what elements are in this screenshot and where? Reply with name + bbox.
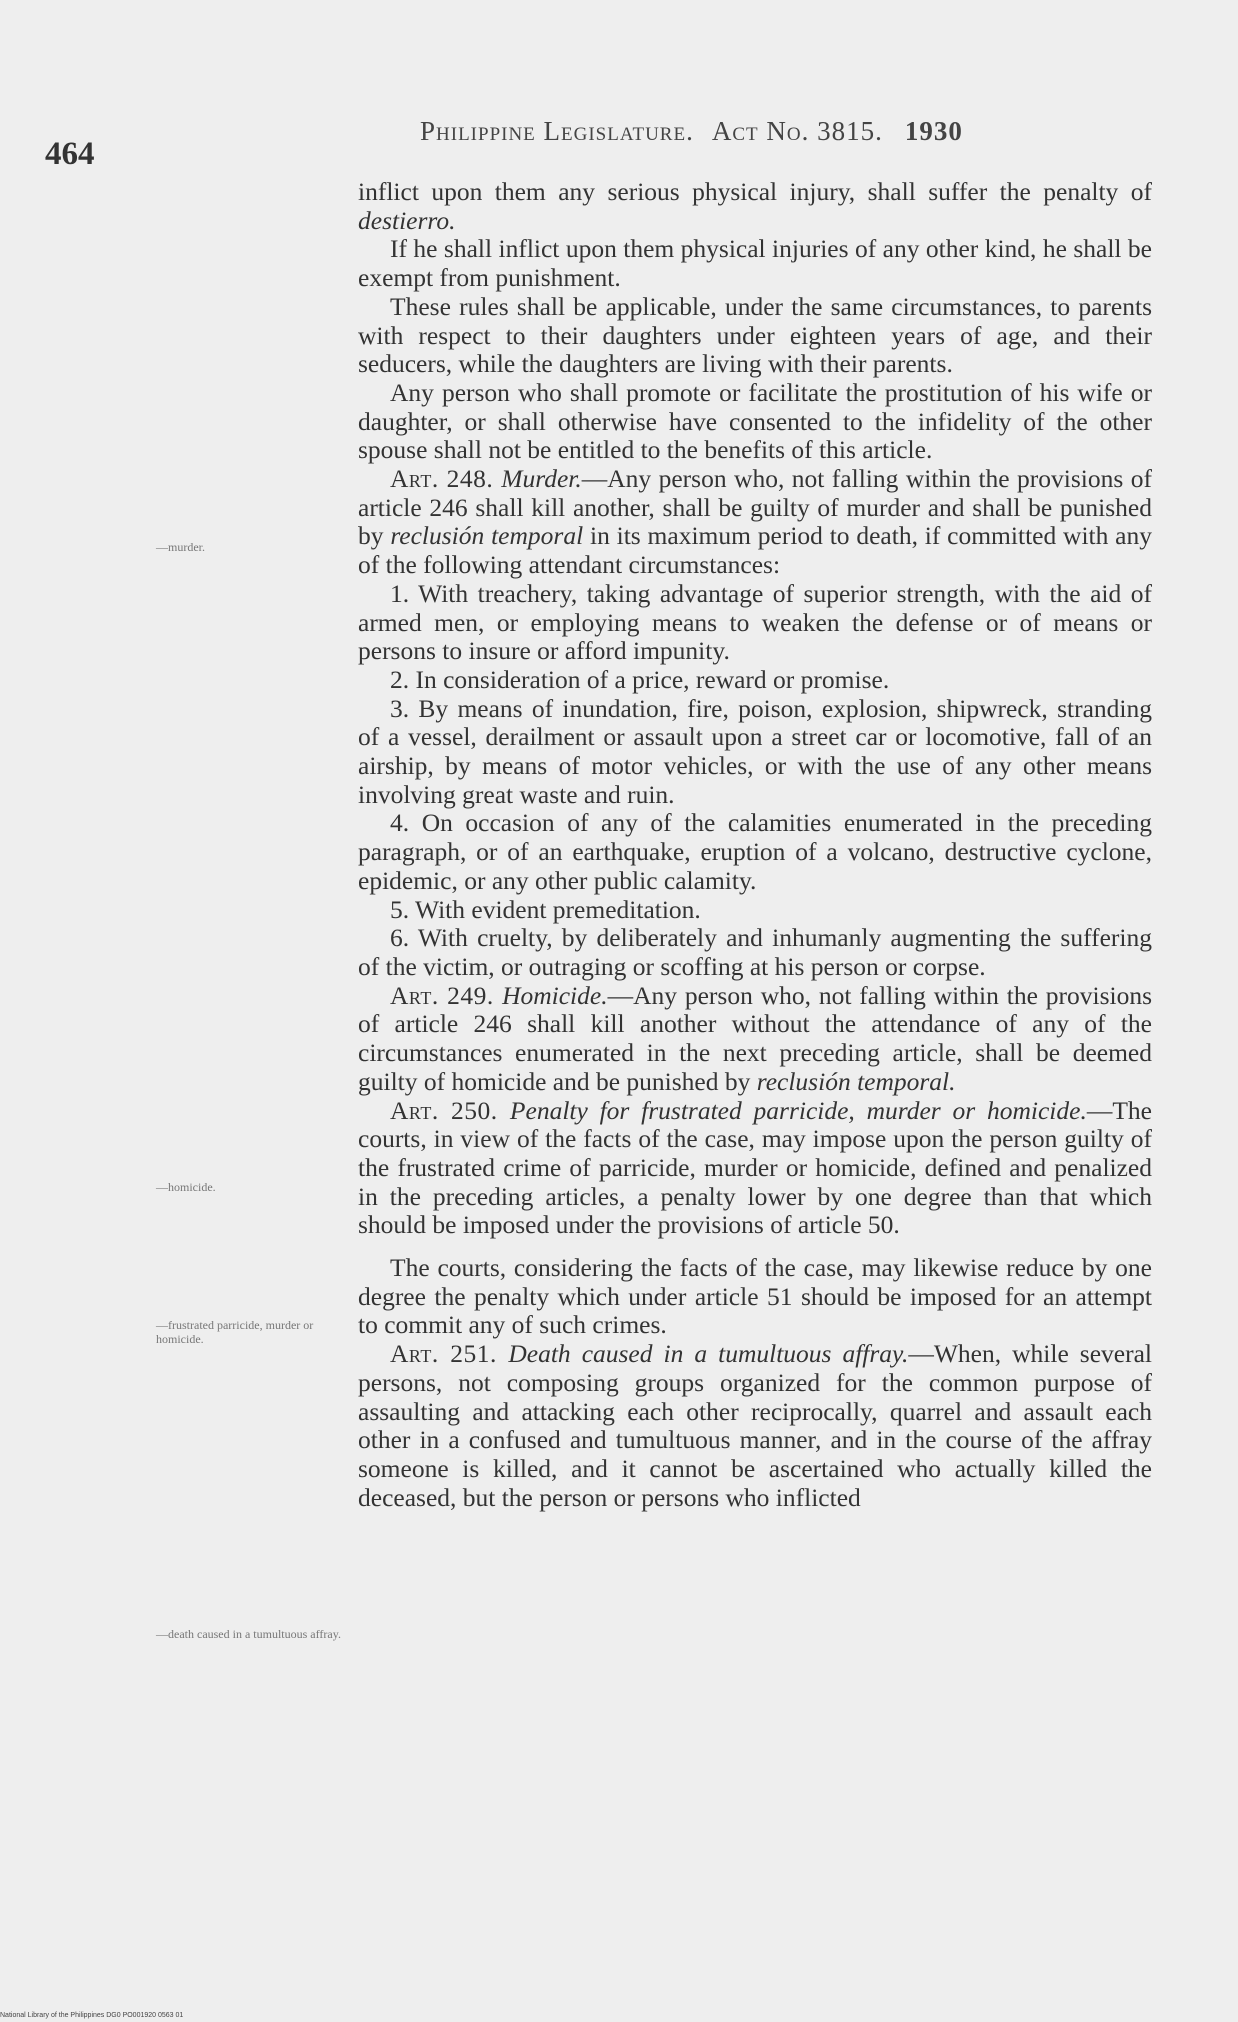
list-item: 6. With cruelty, by deliberately and inhumanly augmenting the suffering of the victim, or outraging or scoffing at his person or corpse. <box>358 923 1152 981</box>
text-run: —Any person who, not falling within the provisions of article 246 shall kill another without the attendance of any of the circumstances enumerated in the next preceding article, shall be deemed guilty of homicide and be punished by <box>358 980 1152 1096</box>
text-run: inflict upon them any serious physical injury, shall suffer the penalty of <box>358 177 1152 206</box>
text-run: in its maximum period to death, if committed with any of the following attendant circumstances: <box>358 521 1152 580</box>
running-head-title: Philippine Legislature. <box>420 116 694 146</box>
text-run-italic: reclusión temporal. <box>756 1066 956 1096</box>
paragraph: The courts, considering the facts of the case, may likewise reduce by one degree the penalty which under article 51 should be imposed for an attempt to commit any of such crimes. <box>358 1253 1152 1340</box>
paragraph: Any person who shall promote or facilitate the prostitution of his wife or daughter, or shall otherwise have consented to the infidelity of the other spouse shall not be entitled to the benefits of this article. <box>358 377 1152 465</box>
text-run: —The courts, in view of the facts of the case, may impose upon the person guilty of the frustrated crime of parricide, murder or homicide, defined and penalized in the preceding articles, a penalty lower by one degree than that which should be imposed under the provisions of article 50. <box>358 1095 1152 1240</box>
page-number: 464 <box>45 136 95 172</box>
spacer <box>358 1240 1152 1254</box>
text-run-italic: destierro. <box>358 205 456 235</box>
article-title: Death caused in a tumultuous affray. <box>508 1339 909 1369</box>
body-text <box>358 178 1152 1512</box>
list-item: 3. By means of inundation, fire, poison, explosion, shipwreck, stranding of a vessel, derailment or assault upon a street car or locomotive, fall of an airship, by means of motor vehicles, or with the use of any other means involving great waste and ruin. <box>358 693 1152 809</box>
article-251 <box>358 1340 1152 1512</box>
article-title: Penalty for frustrated parricide, murder or homicide. <box>509 1095 1087 1125</box>
article-250 <box>358 1097 1152 1241</box>
list-item: 5. With evident premeditation. <box>390 894 701 924</box>
footer-credit: National Library of the Philippines DG0 PO001920 0563 01 <box>0 2012 184 2019</box>
running-head-act: Act No. 3815. <box>711 116 883 146</box>
article-248 <box>358 465 1152 580</box>
margin-note-frustrated: —frustrated parricide, murder or homicide. <box>156 1318 314 1346</box>
list-item: 4. On occasion of any of the calamities enumerated in the preceding paragraph, or of an earthquake, eruption of a volcano, destructive cyclone, epidemic, or any other public calamity. <box>358 808 1152 895</box>
article-label: Art. 251. <box>390 1339 509 1369</box>
margin-note-homicide: —homicide. <box>156 1180 216 1194</box>
list-item: 2. In consideration of a price, reward or promise. <box>390 664 890 694</box>
paragraph: These rules shall be applicable, under the same circumstances, to parents with respect to their daughters under eighteen years of age, and their seducers, while the daughters are living with their parents. <box>358 291 1152 379</box>
article-249 <box>358 982 1152 1097</box>
paragraph: If he shall inflict upon them physical injuries of any other kind, he shall be exempt from punishment. <box>358 234 1152 293</box>
text-run: —When, while several persons, not composing groups organized for the common purpose of assaulting and attacking each other reciprocally, quarrel and assault each other in a confused and tumultuous manner, and in the course of the affray someone is killed, and it cannot be ascertained who actually killed the deceased, but the person or persons who inflicted <box>358 1339 1152 1512</box>
article-label: Art. 248. <box>390 464 502 494</box>
article-title: Homicide. <box>502 980 608 1010</box>
margin-note-affray: —death caused in a tumultuous affray. <box>156 1627 341 1641</box>
article-label: Art. 250. <box>390 1095 510 1125</box>
margin-note-murder: —murder. <box>156 540 205 554</box>
paragraph <box>358 178 1152 235</box>
article-title: Murder. <box>501 464 582 494</box>
running-head-year: 1930 <box>904 116 963 146</box>
running-head <box>420 116 1080 147</box>
text-run: —Any person who, not falling within the provisions of article 246 shall kill another, shall be guilty of murder and shall be punished by <box>358 464 1152 551</box>
text-run-italic: reclusión temporal <box>390 521 584 551</box>
article-label: Art. 249. <box>390 980 503 1010</box>
list-item: 1. With treachery, taking advantage of superior strength, with the aid of armed men, or employing means to weaken the defense or of means or persons to insure or afford impunity. <box>358 578 1152 666</box>
